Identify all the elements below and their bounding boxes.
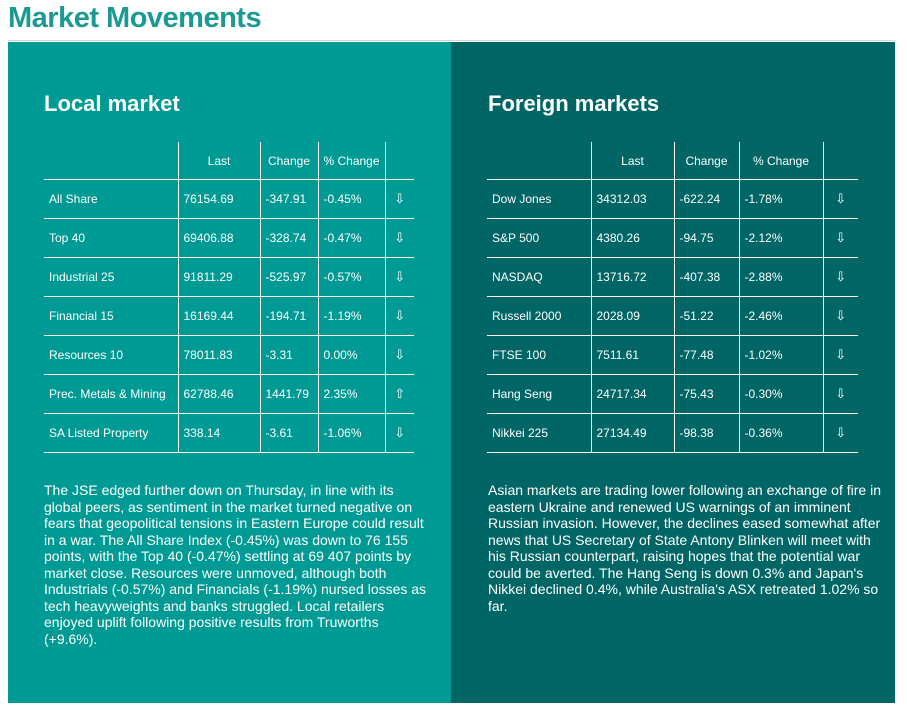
index-name: Resources 10 [49, 348, 124, 362]
column-header-pct-change: % Change [739, 142, 823, 180]
last-value: 34312.03 [591, 180, 674, 219]
last-value: 69406.88 [178, 219, 260, 258]
pct-change-value: 2.35% [318, 375, 385, 414]
pct-change-value: -2.46% [739, 297, 823, 336]
change-value: -194.71 [260, 297, 318, 336]
pct-change-value: -0.57% [318, 258, 385, 297]
last-value: 4380.26 [591, 219, 674, 258]
index-name: Russell 2000 [492, 309, 562, 323]
down-arrow-icon: ⇩ [385, 297, 414, 336]
index-name: NASDAQ [492, 270, 543, 284]
index-name: Industrial 25 [49, 270, 115, 284]
pct-change-value: -0.45% [318, 180, 385, 219]
pct-change-value: -1.06% [318, 414, 385, 453]
down-arrow-icon: ⇩ [385, 180, 414, 219]
table-row [44, 414, 414, 453]
down-arrow-icon: ⇩ [823, 180, 858, 219]
pct-change-value: 0.00% [318, 336, 385, 375]
change-value: -328.74 [260, 219, 318, 258]
pct-change-value: -0.47% [318, 219, 385, 258]
pct-change-value: -0.30% [739, 375, 823, 414]
down-arrow-icon: ⇩ [385, 219, 414, 258]
down-arrow-icon: ⇩ [823, 297, 858, 336]
index-name: SA Listed Property [49, 426, 149, 440]
table-row [487, 336, 858, 375]
down-arrow-icon: ⇩ [823, 375, 858, 414]
foreign-markets-commentary: Asian markets are trading lower following an exchange of fire in eastern Ukraine and renewed US warnings of an imminent Russian invasion. However, the declines eased somewhat after news that US Secretary of State Antony Blinken will meet with his Russian counterpart, raising hopes that the potential war could be averted. The Hang Seng is down 0.3% and Japan's Nikkei declined 0.4%, while Australia's ASX retreated 1.02% so far. [488, 482, 881, 614]
table-row [44, 258, 414, 297]
last-value: 13716.72 [591, 258, 674, 297]
local-market-heading: Local market [44, 91, 180, 116]
table-header-row [44, 142, 414, 180]
table-row [487, 258, 858, 297]
table-row [487, 375, 858, 414]
down-arrow-icon: ⇩ [823, 336, 858, 375]
change-value: -77.48 [674, 336, 739, 375]
last-value: 91811.29 [178, 258, 260, 297]
local-market-panel [8, 42, 451, 703]
down-arrow-icon: ⇩ [823, 414, 858, 453]
table-row [487, 414, 858, 453]
up-arrow-icon: ⇧ [385, 375, 414, 414]
index-name: S&P 500 [492, 231, 540, 245]
change-value: -407.38 [674, 258, 739, 297]
table-row [487, 297, 858, 336]
last-value: 62788.46 [178, 375, 260, 414]
index-name: Dow Jones [492, 192, 552, 206]
last-value: 2028.09 [591, 297, 674, 336]
column-header-pct-change: % Change [318, 142, 385, 180]
table-header-row [487, 142, 858, 180]
last-value: 27134.49 [591, 414, 674, 453]
column-header-last: Last [178, 142, 260, 180]
table-row [44, 297, 414, 336]
page-title: Market Movements [8, 2, 262, 34]
index-name: Hang Seng [492, 387, 553, 401]
column-header-last: Last [591, 142, 674, 180]
pct-change-value: -0.36% [739, 414, 823, 453]
table-row [44, 219, 414, 258]
column-header-change: Change [260, 142, 318, 180]
table-row [44, 375, 414, 414]
table-row [487, 219, 858, 258]
index-name: All Share [49, 192, 98, 206]
change-value: -347.91 [260, 180, 318, 219]
table-row [487, 180, 858, 219]
change-value: -3.31 [260, 336, 318, 375]
down-arrow-icon: ⇩ [823, 258, 858, 297]
pct-change-value: -2.88% [739, 258, 823, 297]
index-name: Financial 15 [49, 309, 114, 323]
pct-change-value: -1.02% [739, 336, 823, 375]
column-header-index [44, 142, 178, 180]
foreign-markets-heading: Foreign markets [488, 91, 660, 116]
down-arrow-icon: ⇩ [385, 336, 414, 375]
pct-change-value: -1.78% [739, 180, 823, 219]
index-name: Prec. Metals & Mining [49, 387, 166, 401]
pct-change-value: -1.19% [318, 297, 385, 336]
column-header-direction [823, 142, 858, 180]
change-value: -525.97 [260, 258, 318, 297]
change-value: -75.43 [674, 375, 739, 414]
last-value: 338.14 [178, 414, 260, 453]
last-value: 76154.69 [178, 180, 260, 219]
last-value: 78011.83 [178, 336, 260, 375]
change-value: -98.38 [674, 414, 739, 453]
last-value: 16169.44 [178, 297, 260, 336]
foreign-markets-panel [451, 42, 895, 703]
down-arrow-icon: ⇩ [385, 258, 414, 297]
index-name: Nikkei 225 [492, 426, 549, 440]
local-market-table [44, 142, 414, 453]
index-name: FTSE 100 [492, 348, 547, 362]
local-market-commentary: The JSE edged further down on Thursday, in line with its global peers, as sentiment in the market turned negative on fears that geopolitical tensions in Eastern Europe could result in a war. The All Share Index (-0.45%) was down to 76 155 points, with the Top 40 (-0.47%) settling at 69 407 points by market close. Resources were unmoved, although both Industrials (-0.57%) and Financials (-1.19%) nursed losses as tech heavyweights and banks struggled. Local retailers enjoyed uplift following positive results from Truworths (+9.6%). [44, 482, 427, 647]
table-row [44, 336, 414, 375]
down-arrow-icon: ⇩ [823, 219, 858, 258]
change-value: -622.24 [674, 180, 739, 219]
change-value: -51.22 [674, 297, 739, 336]
column-header-change: Change [674, 142, 739, 180]
foreign-markets-table [487, 142, 858, 453]
change-value: 1441.79 [260, 375, 318, 414]
column-header-index [487, 142, 591, 180]
column-header-direction [385, 142, 414, 180]
last-value: 7511.61 [591, 336, 674, 375]
pct-change-value: -2.12% [739, 219, 823, 258]
change-value: -94.75 [674, 219, 739, 258]
table-row [44, 180, 414, 219]
last-value: 24717.34 [591, 375, 674, 414]
down-arrow-icon: ⇩ [385, 414, 414, 453]
title-divider [8, 40, 895, 41]
change-value: -3.61 [260, 414, 318, 453]
index-name: Top 40 [49, 231, 86, 245]
